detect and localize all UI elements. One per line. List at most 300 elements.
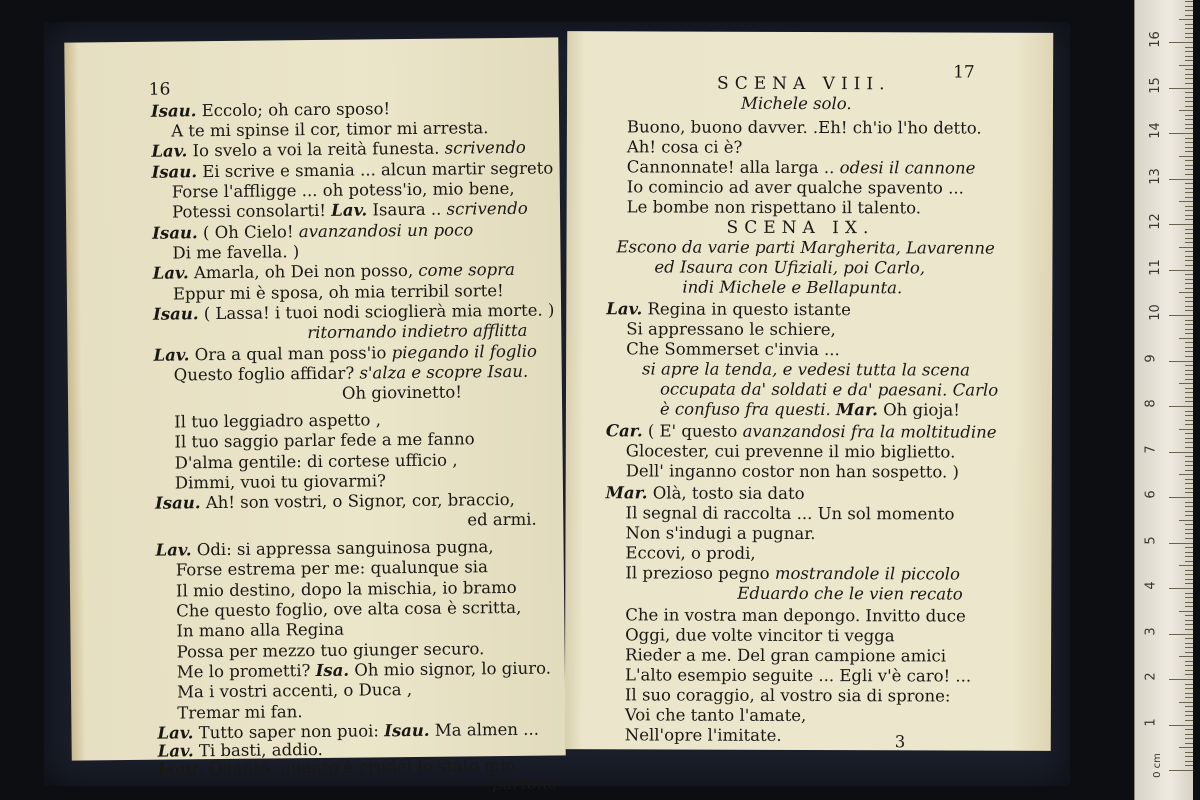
ruler-tick bbox=[1185, 74, 1193, 75]
ruler-tick bbox=[1185, 433, 1193, 434]
verse-text: Ma i vostri accenti, o Duca , bbox=[176, 680, 413, 702]
right-page-line bbox=[627, 197, 922, 218]
ruler-tick bbox=[1185, 552, 1193, 553]
ruler-tick bbox=[1169, 725, 1193, 726]
speaker-name: Lav. bbox=[153, 345, 190, 365]
ruler-tick bbox=[1185, 260, 1193, 261]
verse-text: Forse estrema per me: qualunque sia bbox=[175, 557, 488, 580]
ruler-tick bbox=[1179, 201, 1193, 202]
ruler-tick bbox=[1185, 356, 1193, 357]
right-page-line bbox=[660, 379, 998, 400]
ruler-tick bbox=[1185, 388, 1193, 389]
verse-text: Si appressano le schiere, bbox=[626, 319, 836, 340]
verse-text: Eccovi, o prodi, bbox=[625, 543, 756, 563]
speaker-name: Lav. bbox=[331, 200, 368, 220]
verse-text: Dell' inganno costor non han sospetto. ) bbox=[625, 461, 959, 482]
ruler-label: 2 bbox=[1143, 672, 1159, 681]
ruler-tick bbox=[1185, 160, 1193, 161]
right-page-line bbox=[606, 299, 851, 320]
ruler-label: 10 bbox=[1147, 304, 1163, 321]
ruler-label: 9 bbox=[1143, 353, 1159, 363]
left-page-line bbox=[176, 598, 521, 622]
right-page-line bbox=[625, 685, 951, 706]
ruler-tick bbox=[1169, 270, 1193, 271]
ruler-tick bbox=[1185, 301, 1193, 302]
ruler-tick bbox=[1185, 37, 1193, 38]
verse-text: ( E' questo bbox=[642, 421, 743, 441]
ruler-tick bbox=[1185, 101, 1193, 102]
ruler-tick bbox=[1185, 106, 1193, 107]
right-page-line bbox=[627, 177, 964, 198]
speaker-name: Lav. bbox=[155, 540, 192, 560]
right-page-line bbox=[626, 503, 955, 524]
ruler-tick bbox=[1185, 465, 1193, 466]
verse-text: Non s'indugi a pugnar. bbox=[625, 523, 816, 544]
speaker-name: Isau. bbox=[152, 223, 198, 243]
ruler-tick bbox=[1185, 169, 1193, 170]
verse-text: SCENA IX. bbox=[726, 217, 875, 239]
verse-text: Il mio destino, dopo la mischia, io bramo bbox=[175, 577, 517, 601]
ruler-tick bbox=[1185, 165, 1193, 166]
ruler-tick bbox=[1169, 634, 1193, 635]
ruler-tick bbox=[1185, 288, 1193, 289]
stage-direction: avanzandosi fra la moltitudine bbox=[742, 421, 997, 442]
verse-text: A te mi spinse il cor, timor mi arresta. bbox=[171, 118, 489, 141]
ruler-tick bbox=[1185, 329, 1193, 330]
ruler-tick bbox=[1185, 119, 1193, 120]
ruler-tick bbox=[1185, 538, 1193, 539]
verse-text: Oggi, due volte vincitor ti vegga bbox=[625, 625, 895, 646]
left-page-line bbox=[151, 138, 526, 162]
ruler-tick bbox=[1169, 133, 1193, 134]
ruler-tick bbox=[1185, 274, 1193, 275]
ruler-label: 8 bbox=[1143, 399, 1159, 408]
right-page-line bbox=[682, 278, 902, 299]
ruler-tick bbox=[1185, 183, 1193, 184]
ruler-tick bbox=[1185, 342, 1193, 343]
ruler-label: 12 bbox=[1147, 213, 1163, 230]
left-page-line bbox=[152, 220, 473, 243]
ruler-tick bbox=[1185, 456, 1193, 457]
ruler-tick bbox=[1169, 406, 1193, 407]
ruler-tick bbox=[1185, 715, 1193, 716]
ruler-tick bbox=[1185, 47, 1193, 48]
right-page-line bbox=[626, 441, 956, 462]
ruler-tick bbox=[1185, 370, 1193, 371]
ruler-tick bbox=[1185, 647, 1193, 648]
ruler-tick bbox=[1185, 265, 1193, 266]
left-page-line bbox=[176, 557, 488, 580]
verse-text: Me lo prometti? bbox=[176, 661, 316, 682]
verse-text: Cannonnate! alla larga .. bbox=[626, 157, 840, 178]
verse-text: Il tuo saggio parlar fede a me fanno bbox=[174, 429, 475, 452]
left-page-line bbox=[175, 451, 458, 474]
ruler-tick bbox=[1185, 97, 1193, 98]
ruler-tick bbox=[1185, 743, 1193, 744]
ruler-tick bbox=[1185, 420, 1193, 421]
right-page-line bbox=[626, 339, 840, 360]
verse-text: D'alma gentile: di cortese ufficio , bbox=[174, 450, 458, 473]
verse-text: Che questo foglio, ove alta cosa è scritta, bbox=[176, 597, 522, 621]
ruler-tick bbox=[1185, 251, 1193, 252]
ruler-tick bbox=[1185, 379, 1193, 380]
ruler-tick bbox=[1185, 215, 1193, 216]
verse-text: Dimmi, vuoi tu giovarmi? bbox=[174, 471, 387, 493]
ruler-label: 7 bbox=[1143, 444, 1159, 454]
verse-text: Il suo coraggio, al vostro sia di sprone: bbox=[624, 685, 951, 706]
page-number: 16 bbox=[148, 79, 171, 100]
verse-text: Le bombe non rispettano il talento. bbox=[626, 197, 922, 218]
left-page-line bbox=[177, 702, 302, 723]
verse-text: Possa per mezzo tuo giunger securo. bbox=[176, 639, 485, 662]
verse-text: Eccolo; oh caro sposo! bbox=[196, 99, 391, 121]
stage-direction: come sopra bbox=[418, 259, 516, 280]
ruler-tick bbox=[1185, 392, 1193, 393]
ruler-tick bbox=[1185, 347, 1193, 348]
stage-direction: odesi il cannone bbox=[839, 158, 976, 178]
speaker-name: Isau. bbox=[151, 162, 198, 182]
stage-direction: Eduardo che le vien recato bbox=[737, 583, 963, 604]
ruler-tick bbox=[1185, 229, 1193, 230]
ruler-tick bbox=[1169, 543, 1193, 544]
ruler-tick bbox=[1185, 720, 1193, 721]
right-page-line bbox=[625, 605, 966, 626]
ruler-tick bbox=[1185, 242, 1193, 243]
stage-direction: Michele solo. bbox=[740, 93, 852, 114]
ruler-tick bbox=[1185, 524, 1193, 525]
ruler-tick bbox=[1185, 706, 1193, 707]
ruler-tick bbox=[1185, 28, 1193, 29]
ruler-tick bbox=[1185, 665, 1193, 666]
ruler-tick bbox=[1185, 374, 1193, 375]
right-page-line bbox=[625, 523, 815, 544]
ruler-tick bbox=[1185, 397, 1193, 398]
verse-text: Potessi consolarti! bbox=[171, 200, 332, 222]
stage-direction: ed Isaura con Ufiziali, poi Carlo, bbox=[654, 257, 926, 278]
ruler-tick bbox=[1179, 65, 1193, 66]
verse-text: Oh giovinetto! bbox=[341, 382, 463, 403]
ruler-tick bbox=[1185, 151, 1193, 152]
ruler-tick bbox=[1169, 224, 1193, 225]
ruler-tick bbox=[1185, 310, 1193, 311]
verse-text: Ma almen ... bbox=[429, 719, 540, 740]
ruler-label: 16 bbox=[1147, 31, 1163, 48]
right-page-line bbox=[660, 399, 960, 420]
ruler-tick bbox=[1185, 734, 1193, 735]
verse-text: Ah! son vostri, o Signor, cor, braccio, bbox=[200, 489, 515, 513]
ruler-tick bbox=[1185, 693, 1193, 694]
ruler-tick bbox=[1185, 593, 1193, 594]
ruler-tick bbox=[1185, 306, 1193, 307]
ruler-tick bbox=[1185, 10, 1193, 11]
verse-text: Tutto saper non puoi: bbox=[193, 721, 385, 743]
ruler-tick bbox=[1179, 338, 1193, 339]
left-page-line bbox=[174, 429, 474, 452]
right-page-line bbox=[627, 157, 976, 178]
ruler-tick bbox=[1185, 547, 1193, 548]
verse-text: Io comincio ad aver qualche spavento ... bbox=[626, 177, 964, 198]
ruler-tick bbox=[1185, 69, 1193, 70]
ruler-tick bbox=[1169, 88, 1193, 89]
speaker-name: Mar. bbox=[605, 483, 648, 503]
speaker-name: Lav. bbox=[151, 141, 188, 161]
ruler-tick bbox=[1185, 92, 1193, 93]
ruler-tick bbox=[1185, 447, 1193, 448]
ruler-tick bbox=[1185, 233, 1193, 234]
left-page-line bbox=[176, 620, 344, 642]
ruler-tick bbox=[1185, 461, 1193, 462]
ruler-tick bbox=[1185, 488, 1193, 489]
ruler-tick bbox=[1185, 574, 1193, 575]
right-page-line bbox=[606, 483, 805, 504]
ruler-tick bbox=[1169, 315, 1193, 316]
ruler-label: 0 cm bbox=[1151, 753, 1163, 778]
right-page-line bbox=[737, 584, 962, 605]
verse-text: Tremar mi fan. bbox=[177, 702, 303, 723]
stage-direction: avanzandosi un poco bbox=[298, 220, 474, 242]
left-page-line bbox=[492, 773, 558, 794]
ruler-tick bbox=[1179, 19, 1193, 20]
ruler-tick bbox=[1185, 128, 1193, 129]
ruler-label: 13 bbox=[1147, 167, 1163, 185]
ruler-tick bbox=[1185, 511, 1193, 512]
verse-text: Ei scrive e smania ... alcun martir segreto bbox=[196, 158, 554, 182]
ruler-tick bbox=[1169, 452, 1193, 453]
ruler-tick bbox=[1185, 479, 1193, 480]
left-page-line bbox=[175, 471, 386, 493]
speaker-name: Isau. bbox=[154, 493, 201, 513]
ruler-tick bbox=[1185, 115, 1193, 116]
ruler-tick bbox=[1185, 256, 1193, 257]
left-page-line bbox=[153, 260, 515, 284]
ruler-tick bbox=[1169, 679, 1193, 680]
ruler-tick bbox=[1185, 147, 1193, 148]
ruler-label: 14 bbox=[1147, 122, 1163, 139]
speaker-name: Isau. bbox=[157, 759, 204, 779]
ruler-tick bbox=[1185, 561, 1193, 562]
ruler-tick bbox=[1185, 615, 1193, 616]
ruler-tick bbox=[1185, 711, 1193, 712]
verse-text: Nell'opre l'imitate. bbox=[624, 725, 782, 745]
stage-direction: scrivendo bbox=[439, 137, 526, 158]
ruler-tick bbox=[1185, 629, 1193, 630]
ruler-tick bbox=[1185, 483, 1193, 484]
right-page-line bbox=[627, 137, 743, 157]
ruler-tick bbox=[1185, 283, 1193, 284]
stage-direction: occupata da' soldati e da' paesani. Carlo bbox=[659, 379, 999, 400]
ruler-tick bbox=[1185, 192, 1193, 193]
ruler-tick bbox=[1185, 56, 1193, 57]
stage-direction: ritornando indietro afflitta bbox=[307, 320, 528, 343]
verse-text: Io svelo a voi la reità funesta. bbox=[187, 138, 440, 161]
ruler-tick bbox=[1185, 620, 1193, 621]
ruler-tick bbox=[1179, 156, 1193, 157]
ruler-tick bbox=[1185, 729, 1193, 730]
ruler-tick bbox=[1185, 606, 1193, 607]
ruler-tick bbox=[1185, 533, 1193, 534]
ruler-tick bbox=[1185, 652, 1193, 653]
verse-text: Odi: si appressa sanguinosa pugna, bbox=[191, 537, 494, 560]
ruler-tick bbox=[1185, 297, 1193, 298]
ruler-tick bbox=[1185, 670, 1193, 671]
ruler-tick bbox=[1185, 529, 1193, 530]
ruler-tick bbox=[1179, 565, 1193, 566]
ruler-tick bbox=[1169, 179, 1193, 180]
left-page-line bbox=[155, 490, 515, 514]
ruler-label: 5 bbox=[1143, 535, 1159, 545]
ruler-tick bbox=[1179, 429, 1193, 430]
ruler-tick bbox=[1185, 51, 1193, 52]
ruler-tick bbox=[1185, 15, 1193, 16]
ruler-tick bbox=[1185, 515, 1193, 516]
speaker-name: Car. bbox=[605, 421, 643, 441]
ruler-tick bbox=[1185, 738, 1193, 739]
ruler-tick bbox=[1185, 333, 1193, 334]
right-page-line bbox=[625, 705, 806, 726]
ruler-tick bbox=[1185, 579, 1193, 580]
verse-text: Voi che tanto l'amate, bbox=[624, 705, 807, 725]
ruler-tick bbox=[1185, 197, 1193, 198]
left-page-line bbox=[174, 410, 381, 432]
verse-text: Il prezioso pegno bbox=[625, 563, 775, 583]
ruler-tick bbox=[1185, 83, 1193, 84]
ruler-tick bbox=[1185, 320, 1193, 321]
verse-text: Rieder a me. Del gran campione amici bbox=[625, 645, 947, 666]
ruler-tick bbox=[1185, 6, 1193, 7]
verse-text: Glocester, cui prevenne il mio biglietto. bbox=[625, 441, 956, 462]
ruler-label: 6 bbox=[1143, 490, 1159, 499]
ruler-tick bbox=[1179, 383, 1193, 384]
right-page-line bbox=[627, 117, 982, 138]
ruler-tick bbox=[1185, 365, 1193, 366]
ruler-tick bbox=[1185, 470, 1193, 471]
ruler-tick bbox=[1169, 770, 1193, 771]
ruler-tick bbox=[1185, 238, 1193, 239]
stage-direction: si apre la tenda, e vedesi tutta la scena bbox=[642, 359, 970, 380]
measuring-ruler bbox=[1134, 0, 1193, 800]
right-page-line bbox=[606, 421, 997, 442]
verse-text: Che in vostra man depongo. Invitto duce bbox=[625, 605, 966, 626]
ruler-tick bbox=[1185, 556, 1193, 557]
verse-text: Buono, buono davver. .Eh! ch'io l'ho detto. bbox=[626, 117, 982, 138]
speaker-name: Isa. bbox=[315, 660, 350, 681]
verse-text: Di me favella. ) bbox=[172, 242, 300, 263]
ruler-tick bbox=[1185, 761, 1193, 762]
ruler-tick bbox=[1185, 624, 1193, 625]
ruler-tick bbox=[1185, 124, 1193, 125]
right-page-line bbox=[727, 218, 875, 239]
ruler-tick bbox=[1169, 497, 1193, 498]
stage-direction: Escono da varie parti Margherita, Lavarenne bbox=[616, 237, 995, 258]
speaker-name: Lav. bbox=[152, 263, 189, 283]
ruler-tick bbox=[1185, 492, 1193, 493]
ruler-tick bbox=[1185, 351, 1193, 352]
ruler-tick bbox=[1169, 588, 1193, 589]
verse-text: Il tuo leggiadro aspetto , bbox=[174, 410, 382, 432]
verse-text: Che Sommerset c'invia ... bbox=[626, 339, 840, 360]
ruler-tick bbox=[1185, 1, 1193, 2]
ruler-tick bbox=[1185, 415, 1193, 416]
ruler-tick bbox=[1169, 42, 1193, 43]
ruler-tick bbox=[1179, 702, 1193, 703]
left-page-line bbox=[177, 680, 412, 702]
ruler-tick bbox=[1185, 602, 1193, 603]
ruler-tick bbox=[1185, 411, 1193, 412]
right-page-line bbox=[625, 665, 971, 686]
verse-text: ed armi. bbox=[467, 509, 537, 530]
verse-text: Ah! cosa ci è? bbox=[626, 137, 743, 157]
ruler-label: 11 bbox=[1147, 258, 1163, 276]
ruler-tick bbox=[1185, 643, 1193, 644]
verse-text: Isaura .. bbox=[367, 199, 447, 220]
speaker-name: Isau. bbox=[150, 101, 197, 121]
ruler-tick bbox=[1185, 324, 1193, 325]
ruler-tick bbox=[1185, 210, 1193, 211]
ruler-tick bbox=[1185, 142, 1193, 143]
ruler-tick bbox=[1185, 506, 1193, 507]
ruler-tick bbox=[1185, 174, 1193, 175]
speaker-name: Lav. bbox=[157, 723, 194, 743]
verse-text: Oh mio signor, lo giuro. bbox=[348, 658, 552, 680]
ruler-tick bbox=[1179, 292, 1193, 293]
verse-text: Ora a qual man poss'io bbox=[189, 343, 392, 365]
verse-text: In mano alla Regina bbox=[176, 619, 345, 641]
verse-text: Ti basti, addio. bbox=[193, 739, 323, 761]
left-page-line bbox=[158, 756, 521, 780]
ruler-tick bbox=[1185, 206, 1193, 207]
ruler-tick bbox=[1185, 674, 1193, 675]
stage-direction: è confuso fra questi. bbox=[659, 399, 837, 420]
ruler-label: 4 bbox=[1143, 581, 1159, 590]
verse-text: Il segnal di raccolta ... Un sol momento bbox=[625, 503, 955, 524]
ruler-label: 15 bbox=[1147, 76, 1163, 94]
ruler-tick bbox=[1185, 33, 1193, 34]
ruler-tick bbox=[1179, 474, 1193, 475]
ruler-tick bbox=[1185, 765, 1193, 766]
verse-text: Amarla, oh Dei non posso, bbox=[188, 260, 419, 283]
ruler-tick bbox=[1185, 752, 1193, 753]
verse-text: Questo foglio affidar? bbox=[173, 363, 360, 385]
stage-direction: indi Michele e Bellapunta. bbox=[682, 277, 903, 298]
ruler-tick bbox=[1185, 661, 1193, 662]
ruler-tick bbox=[1179, 747, 1193, 748]
stage-direction: mostrandole il piccolo bbox=[774, 563, 960, 584]
ruler-tick bbox=[1185, 24, 1193, 25]
ruler-tick bbox=[1185, 638, 1193, 639]
stage-direction: scrivendo bbox=[446, 198, 528, 219]
speaker-name: Lav. bbox=[157, 741, 194, 761]
left-page-line bbox=[172, 199, 528, 223]
ruler-tick bbox=[1185, 756, 1193, 757]
ruler-tick bbox=[1185, 138, 1193, 139]
left-page-line bbox=[307, 321, 527, 343]
verse-text: SCENA VIII. bbox=[717, 73, 891, 95]
ruler-tick bbox=[1179, 247, 1193, 248]
speaker-name: Lav. bbox=[606, 299, 643, 319]
left-page-line bbox=[342, 382, 462, 403]
left-page-line bbox=[467, 510, 537, 531]
ruler-tick bbox=[1179, 656, 1193, 657]
ruler-tick bbox=[1185, 401, 1193, 402]
verse-text: 3 bbox=[894, 732, 906, 752]
right-page-line bbox=[741, 94, 852, 114]
ruler-tick bbox=[1185, 424, 1193, 425]
right-page-line bbox=[625, 543, 755, 563]
left-page-line bbox=[174, 362, 529, 386]
left-page-line bbox=[151, 99, 390, 122]
verse-text: Forse l'affligge ... oh potess'io, mio bene, bbox=[171, 178, 515, 202]
left-page bbox=[64, 37, 565, 794]
